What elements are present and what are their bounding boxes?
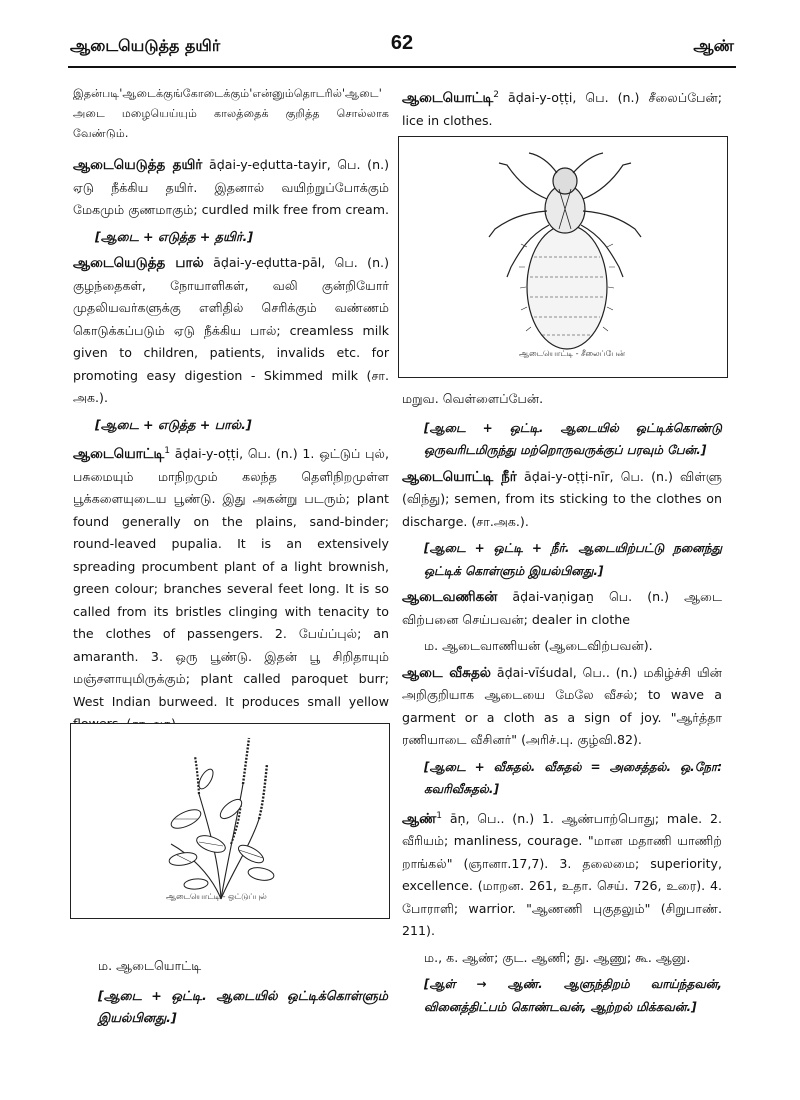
entry-body: āḍai-y-oṭṭi, பெ. (n.) சீலைப்பேன்; lice in clothes. [402,90,722,128]
etymology: [ஆடை + ஒட்டி. ஆடையில் ஒட்டிக்கொண்டு ஒருவரிடமிருந்து மற்றொருவருக்குப் பரவும் பேன்.] [424,420,722,457]
headword: ஆடையொட்டி நீர் [402,468,517,485]
entry-body: āḍai-y-oṭṭi-nīr, பெ. (n.) விள்ளு (விந்து); semen, from its sticking to the clothes on discharge. (சா.அக.). [402,468,722,529]
entry-body: āḍai-y-eḍutta-pāl, பெ. (n.) குழந்தைகள், நோயாளிகள், வலி குன்றியோர் முதலியவர்களுக்கு எளிதில் செரிக்கும் வண்ணம் கொடுக்கப்படும் ஏடு நீக்கிய பால்; creamless milk given to children, patients, invalids etc. for promoting easy digestion - Skimmed milk (சா. அக.). [73,255,389,405]
headword: ஆடை வீசுதல் [402,664,491,681]
etymology: [ஆடை + எடுத்த + பால்.] [95,416,252,432]
header-rule [68,66,736,68]
etymology: [ஆடை + வீசுதல். வீசுதல் = அசைத்தல். ஒ.நோ: கவரிவீசுதல்.] [424,759,722,796]
right-column-bottom [402,388,722,1022]
headword: ஆண் [402,810,437,827]
entry-adaiyotti-1 [73,440,389,736]
figure-caption: ஆடையொட்டி - ஒட்டுப்புல் [166,892,267,901]
right-column-top [402,84,722,136]
headword: ஆடையொட்டி [73,446,165,463]
entry-adaiyotti-nir [402,466,722,534]
homograph-number: 1 [164,446,170,456]
entry-body: āṇ, பெ.. (n.) 1. ஆண்பாற்பொது; male. 2. வீரியம்; manliness, courage. "மான மதாணி யாணிற் றாங்கல்" (ஞானா.17,7). 3. தலைமை; superiority, excellence. (மாறன. 261, உதா. செய். 726, உரை). 4. போராளி; warrior. "ஆணணி புகுதலும்" (சிறுபாண். 211). [402,810,722,939]
entry-adai-visudal [402,662,722,752]
header-right-guideword: ஆண் [693,36,734,55]
cognate-note: ம. ஆடையொட்டி [98,958,202,973]
left-column [73,84,389,740]
left-notes [98,955,388,1033]
header-left-guideword: ஆடையெடுத்த தயிர் [70,36,221,55]
entry-body: āḍai-y-oṭṭi, பெ. (n.) 1. ஒட்டுப் புல், பசுமையும் மாநிறமும் கலந்த தெளிநிறமுள்ள பூக்களையுடைய பூண்டு. இது அகன்று படரும்; plant found generally on the plains, sand-binder; round-leaved pupalia. It is an extensively spreading procumbent plant of a light brownish, green colour; branches several feet long. It is so called from its bristles clinging with tenacity to the clothes of passengers. 2. பேய்ப்புல்; an amaranth. 3. ஒரு பூண்டு. இதன் பூ சிறிதாயும் மஞ்சளாயுமிருக்கும்; plant called paroquet burr; West Indian burweed. It produces small yellow [73,446,389,709]
entry-adaiyotti-2 [402,84,722,132]
plant-illustration [71,724,389,918]
headword: ஆடையெடுத்த பால் [73,255,204,271]
intro-paragraph: இதன்படி'ஆடைக்குங்கோடைக்கும்'என்னும்தொடரில்'ஆடை' அடை மழையெய்யும் காலத்தைக் குறித்த சொல்லாக வேண்டும். [73,87,389,140]
cognate-note: ம., க. ஆண்; குட. ஆணி; து. ஆணு; கூ. ஆனு. [424,949,691,965]
synonym-note: மறுவ. வெள்ளைப்பேன். [402,391,544,406]
etymology: [ஆடை + எடுத்த + தயிர்.] [95,228,253,244]
cognate-note: ம. ஆடைவாணியன் (ஆடைவிற்பவன்). [424,638,653,653]
page-number: 62 [390,32,414,54]
headword: ஆடைவணிகன் [402,589,498,605]
entry-adaivanigan [402,586,722,631]
etymology: [ஆடை + ஒட்டி. ஆடையில் ஒட்டிக்கொள்ளும் இயல்பினது.] [98,988,388,1025]
entry-adaiyedutta-tayir [73,154,389,222]
louse-illustration [399,137,727,377]
etymology: [ஆள் → ஆண். ஆளுந்திறம் வாய்ந்தவன், வினைத்திட்பம் கொண்டவன், ஆற்றல் மிக்கவன்.] [424,977,722,1014]
entry-an-1 [402,805,722,943]
louse-illustration-frame [398,136,728,378]
figure-caption: ஆடையொட்டி - சீலைப்பேன் [519,349,626,358]
entry-body: āḍai-vaṇigaṉ பெ. (n.) ஆடை விற்பனை செய்பவன்; dealer in clothe [402,589,722,627]
homograph-number: 2 [493,90,499,100]
plant-illustration-frame [70,723,390,919]
entry-body: āḍai-y-eḍutta-tayir, பெ. (n.) ஏடு நீக்கிய தயிர். இதனால் வயிற்றுப்போக்கும் மேகமும் குணமாகும்; curdled milk free from cream. [73,157,389,217]
running-header [70,32,734,60]
homograph-number: 1 [436,810,442,821]
entry-adaiyedutta-pal [73,252,389,410]
etymology: [ஆடை + ஒட்டி + நீர். ஆடையிற்பட்டு நனைந்து ஒட்டிக் கொள்ளும் இயல்பினது.] [424,541,722,578]
headword: ஆடையெடுத்த தயிர் [73,157,203,173]
entry-body: āḍai-vīśudal, பெ.. (n.) மகிழ்ச்சி யின் அறிகுறியாக ஆடையை மேலே வீசல்; to wave a garment or a cloth as a sign of joy. "ஆர்த்தா ரணியாடை வீசினர்" (அரிச்.பு. குழ்வி.82). [402,664,722,747]
headword: ஆடையொட்டி [402,90,494,107]
